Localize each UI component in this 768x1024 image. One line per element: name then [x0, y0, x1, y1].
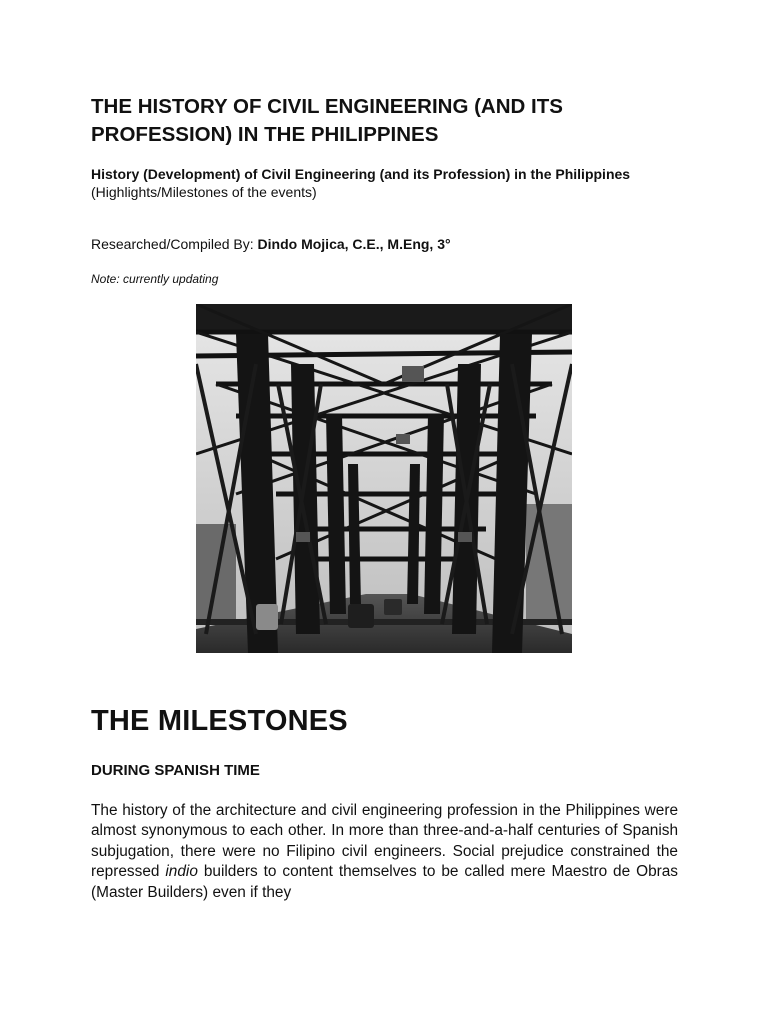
update-note: Note: currently updating	[91, 272, 219, 286]
subsection-heading: DURING SPANISH TIME	[91, 762, 260, 779]
paragraph-part2: builders to content themselves to be called mere Maestro de Obras (Master Builders) even if they	[91, 863, 679, 901]
body-paragraph	[91, 801, 678, 903]
bridge-photo	[196, 304, 572, 653]
paragraph-part1: The history of the architecture and civil engineering profession in the Philippines were almost synonymous to each other. In more than three-and-a-half centuries of Spanish subjugation, there were no Filipino civil engineers. Social prejudice constrained the repressed	[91, 802, 678, 881]
byline-author: Dindo Mojica, C.E., M.Eng, 3°	[257, 236, 451, 252]
byline	[91, 236, 451, 252]
subtitle-normal: (Highlights/Milestones of the events)	[91, 184, 317, 200]
document-title: THE HISTORY OF CIVIL ENGINEERING (AND ITS PROFESSION) IN THE PHILIPPINES	[91, 95, 563, 146]
paragraph-italic: indio	[165, 863, 198, 881]
document-subtitle	[91, 165, 691, 201]
byline-label: Researched/Compiled By:	[91, 236, 258, 252]
subtitle-bold: History (Development) of Civil Engineering (and its Profession) in the Philippines	[91, 166, 631, 182]
section-heading: THE MILESTONES	[91, 705, 348, 737]
